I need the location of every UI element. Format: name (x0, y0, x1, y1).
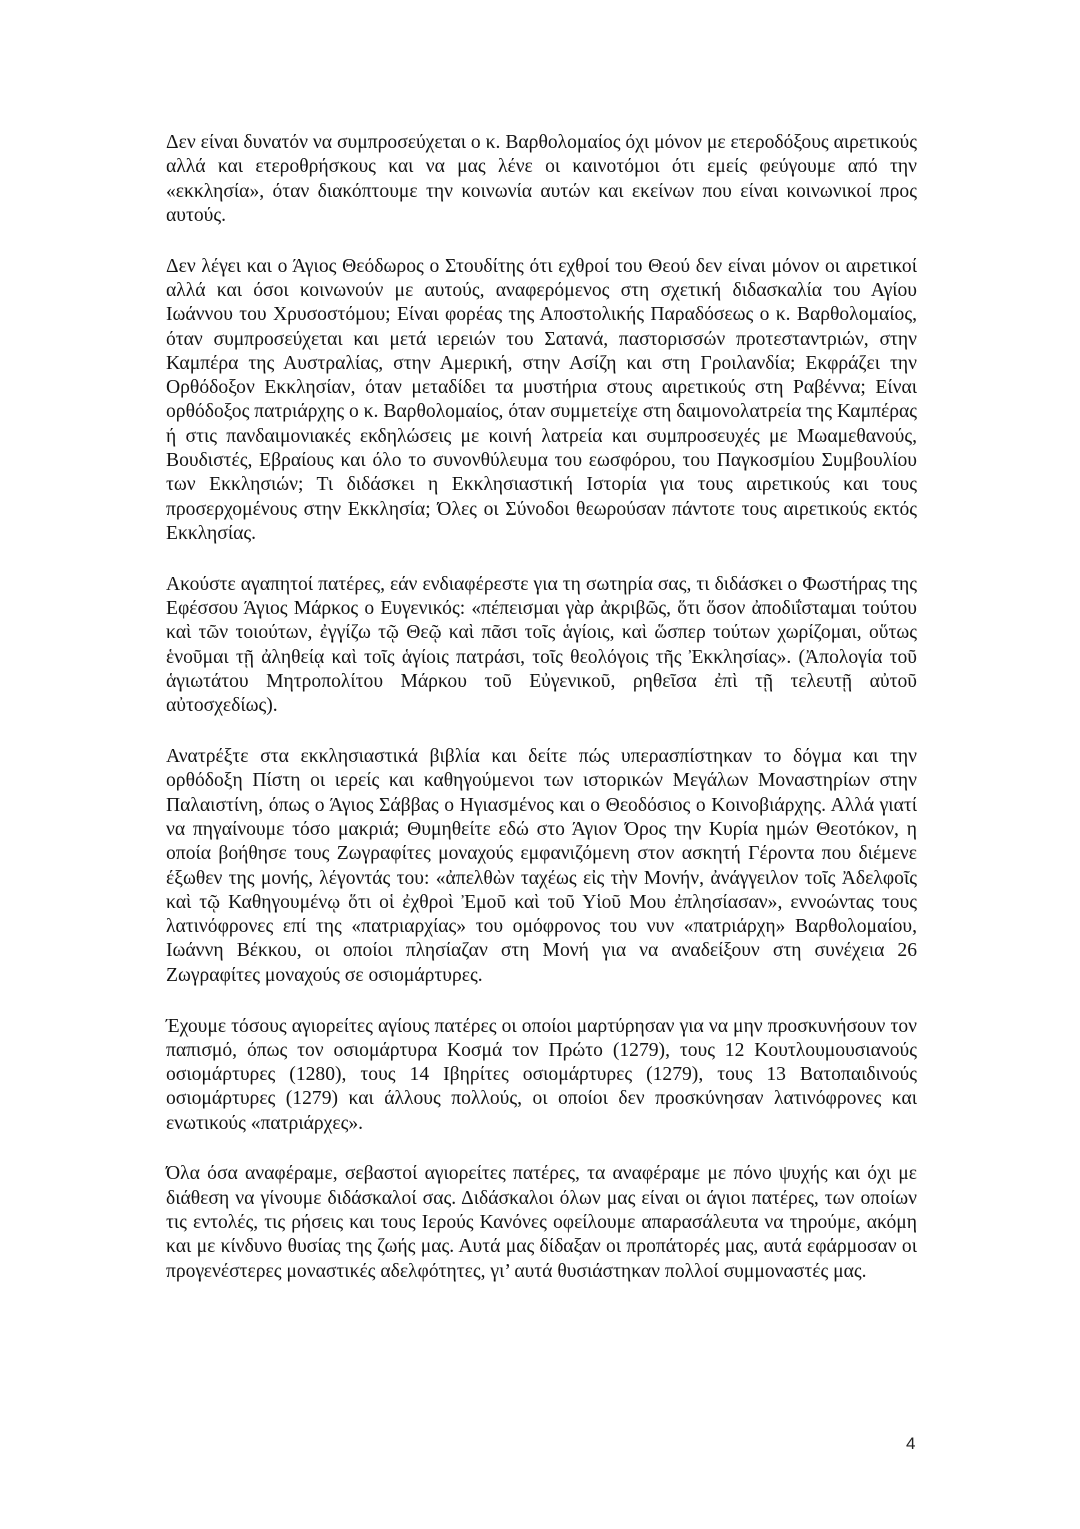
paragraph-1: Δεν είναι δυνατόν να συμπροσεύχεται ο κ. Βαρθολομαίος όχι μόνον με ετεροδόξους αιρετικούς αλλά και ετεροθρήσκους και να μας λένε οι καινοτόμοι ότι εμείς φεύγουμε από την «εκκλησία», όταν διακόπτουμε την κοινωνία αυτών και εκείνων που είναι κοινωνικοί προς αυτούς. (166, 132, 917, 226)
page-number: 4 (906, 1434, 916, 1453)
paragraph-3-quote-mark-eugenikos: Ακούστε αγαπητοί πατέρες, εάν ενδιαφέρεστε για τη σωτηρία σας, τι διδάσκει ο Φωστήρας της Εφέσσου Άγιος Μάρκος ο Ευγενικός: «πέπεισμαι γὰρ ἀκριβῶς, ὅτι ὅσον ἀποδιΐσταμαι τούτου καὶ τῶν τοιούτων, ἐγγίζω τῷ Θεῷ καὶ πᾶσι τοῖς ἁγίοις, καὶ ὥσπερ τούτων χωρίζομαι, οὕτως ἑνοῦμαι τῇ ἀληθείᾳ καὶ τοῖς ἁγίοις πατράσι, τοῖς θεολόγοις τῆς Ἐκκλησίας». (Ἀπολογία τοῦ ἁγιωτάτου Μητροπολίτου Μάρκου τοῦ Εὐγενικοῦ, ρηθεῖσα ἐπὶ τῇ τελευτῇ αὐτοῦ αὐτοσχεδίως). (166, 573, 917, 717)
paragraph-6: Όλα όσα αναφέραμε, σεβαστοί αγιορείτες πατέρες, τα αναφέραμε με πόνο ψυχής και όχι με διάθεση να γίνουμε διδάσκαλοί σας. Διδάσκαλοι όλων μας είναι οι άγιοι πατέρες, των οποίων τις εντολές, τις ρήσεις και τους Ιερούς Κανόνες οφείλουμε απαρασάλευτα να τηρούμε, ακόμη και με κίνδυνο θυσίας της ζωής μας. Αυτά μας δίδαξαν οι προπάτορές μας, αυτά εφάρμοσαν οι προγενέστερες μοναστικές αδελφότητες, γι’ αυτά θυσιάστηκαν πολλοί συμμοναστές μας. (166, 1163, 917, 1282)
paragraph-5-martyrs: Έχουμε τόσους αγιορείτες αγίους πατέρες οι οποίοι μαρτύρησαν για να μην προσκυνήσουν τον παπισμό, όπως τον οσιομάρτυρα Κοσμά τον Πρώτο (1279), τους 12 Κουτλουμουσιανούς οσιομάρτυρες (1280), τους 14 Ιβηρίτες οσιομάρτυρες (1279), τους 13 Βατοπαιδινούς οσιομάρτυρες (1279) και άλλους πολλούς, οι οποίοι δεν προσκύνησαν λατινόφρονες και ενωτικούς «πατριάρχες». (166, 1015, 917, 1134)
paragraph-4: Ανατρέξτε στα εκκλησιαστικά βιβλία και δείτε πώς υπερασπίστηκαν το δόγμα και την ορθόδοξη Πίστη οι ιερείς και καθηγούμενοι των ιστορικών Μεγάλων Μοναστηρίων στην Παλαιστίνη, όπως ο Άγιος Σάββας ο Ηγιασμένος και ο Θεοδόσιος ο Κοινοβιάρχης. Αλλά γιατί να πηγαίνουμε τόσο μακριά; Θυμηθείτε εδώ στο Άγιον Όρος την Κυρία ημών Θεοτόκον, η οποία βοήθησε τους Ζωγραφίτες μοναχούς εμφανιζόμενη στον ασκητή Γέροντα που διέμενε έξωθεν της μονής, λέγοντάς του: «ἀπελθὼν ταχέως εἰς τὴν Μονήν, ἀνάγγειλον τοῖς Ἀδελφοῖς καὶ τῷ Καθηγουμένῳ ὅτι οἱ ἐχθροὶ Ἐμοῦ καὶ τοῦ Υἱοῦ Μου ἐπλησίασαν», εννοώντας τους λατινόφρονες επί της «πατριαρχίας» του ομόφρονος του νυν «πατριάρχη» Βαρθολομαίου, Ιωάννη Βέκκου, οι οποίοι πλησίαζαν στη Μονή για να αναδείξουν στη συνέχεια 26 Ζωγραφίτες μοναχούς σε οσιομάρτυρες. (166, 746, 917, 986)
document-body (166, 131, 917, 1310)
paragraph-2: Δεν λέγει και ο Άγιος Θεόδωρος ο Στουδίτης ότι εχθροί του Θεού δεν είναι μόνον οι αιρετικοί αλλά και όσοι κοινωνούν με αυτούς, αναφερόμενος στη σχετική διδασκαλία του Αγίου Ιωάννου του Χρυσοστόμου; Είναι φορέας της Αποστολικής Παραδόσεως ο κ. Βαρθολομαίος, όταν συμπροσεύχεται και μετά ιερειών του Σατανά, παστορισσών προτεσταντριών, στην Καμπέρα της Αυστραλίας, στην Αμερική, στην Ασίζη και στη Γροιλανδία; Εκφράζει την Ορθόδοξον Εκκλησίαν, όταν μεταδίδει τα μυστήρια στους αιρετικούς στη Ραβέννα; Είναι ορθόδοξος πατριάρχης ο κ. Βαρθολομαίος, όταν συμμετείχε στη δαιμονολατρεία της Καμπέρας ή στις πανδαιμονιακές εκδηλώσεις με κοινή λατρεία και συμπροσευχές με Μωαμεθανούς, Βουδιστές, Εβραίους και όλο το συνονθύλευμα του εωσφόρου, του Παγκοσμίου Συμβουλίου των Εκκλησιών; Τι διδάσκει η Εκκλησιαστική Ιστορία για τους αιρετικούς και τους προσερχομένους στην Εκκλησία; Όλες οι Σύνοδοι θεωρούσαν πάντοτε τους αιρετικούς εκτός Εκκλησίας. (166, 255, 918, 544)
